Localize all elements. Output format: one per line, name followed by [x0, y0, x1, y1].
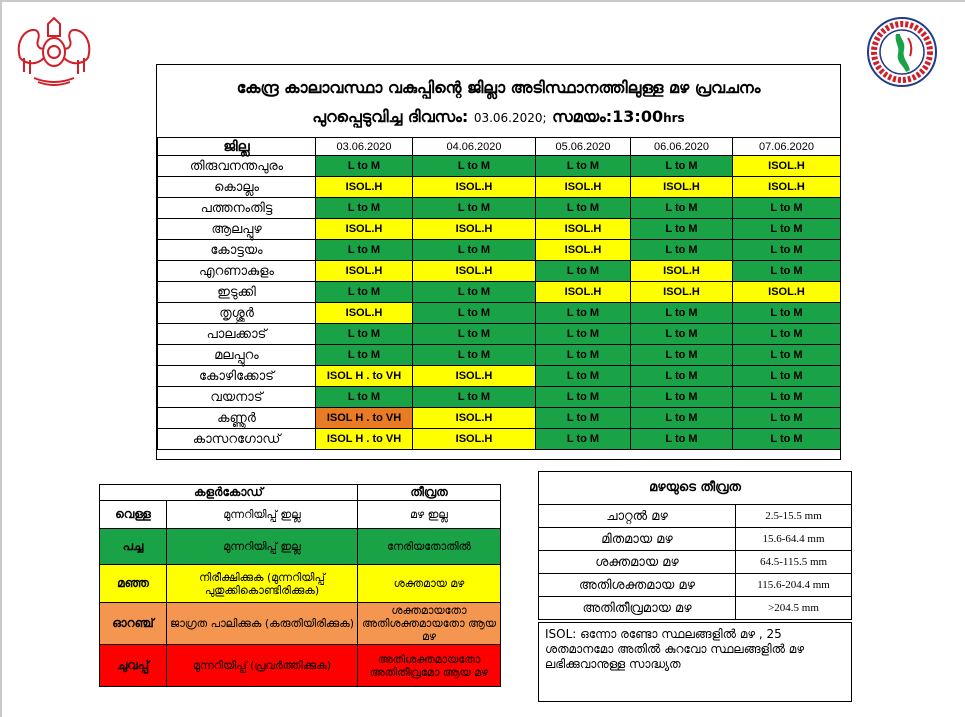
isol-definition-note: ISOL: ഒന്നോ രണ്ടോ സ്ഥലങ്ങളിൽ മഴ , 25 ശതമാനമോ അതിൽ കുറവോ സ്ഥലങ്ങളിൽ മഴ ലഭിക്കുവാനുള്ള സാദ്ധ്യത [538, 622, 852, 702]
district-name: കോഴിക്കോട് [158, 366, 316, 387]
forecast-row [158, 240, 841, 261]
district-forecast-panel [156, 64, 841, 460]
district-name: വയനാട് [158, 387, 316, 408]
district-name: ഇടുക്കി [158, 282, 316, 303]
district-name: കണ്ണൂർ [158, 408, 316, 429]
forecast-row [158, 408, 841, 429]
date-column-header: 05.06.2020 [536, 138, 631, 156]
forecast-cell: L to M [631, 219, 733, 240]
legend-meaning: ജാഗ്രത പാലിക്കുക (കരുതിയിരിക്കുക) [167, 603, 358, 645]
intensity-range: >204.5 mm [736, 597, 852, 620]
forecast-cell: L to M [631, 198, 733, 219]
forecast-cell: L to M [733, 366, 841, 387]
forecast-cell: L to M [631, 324, 733, 345]
forecast-cell: L to M [631, 429, 733, 450]
legend-color-name: വെള്ള [100, 501, 167, 529]
forecast-cell: ISOL.H [413, 408, 536, 429]
forecast-row [158, 429, 841, 450]
forecast-cell: L to M [733, 261, 841, 282]
forecast-cell: L to M [733, 345, 841, 366]
forecast-cell: L to M [536, 387, 631, 408]
rainfall-intensity-table [538, 471, 852, 620]
forecast-cell: L to M [536, 156, 631, 177]
district-name: മലപ്പുറം [158, 345, 316, 366]
intensity-range: 15.6-64.4 mm [736, 528, 852, 551]
forecast-cell: L to M [733, 219, 841, 240]
forecast-cell: L to M [536, 303, 631, 324]
forecast-cell: ISOL.H [316, 177, 413, 198]
intensity-category: മിതമായ മഴ [539, 528, 736, 551]
forecast-row [158, 282, 841, 303]
forecast-row [158, 387, 841, 408]
intensity-row [539, 528, 851, 551]
forecast-cell: ISOL.H [536, 282, 631, 303]
forecast-cell: L to M [413, 345, 536, 366]
legend-intensity: ശക്തമായ മഴ [358, 565, 501, 603]
forecast-cell: ISOL.H [733, 177, 841, 198]
legend-intensity: ശക്തമായതോ അതിശക്തമായതോ ആയ മഴ [358, 603, 501, 645]
forecast-cell: ISOL H . to VH [316, 366, 413, 387]
forecast-cell: L to M [413, 240, 536, 261]
legend-color-name: ഓറഞ്ച് [100, 603, 167, 645]
forecast-cell: ISOL.H [413, 429, 536, 450]
forecast-cell: ISOL.H [536, 219, 631, 240]
legend-color-name: മഞ്ഞ [100, 565, 167, 603]
district-name: പത്തനംതിട്ട [158, 198, 316, 219]
rainfall-intensity-rows [539, 505, 851, 619]
intensity-category: ചാറ്റൽ മഴ [539, 505, 736, 528]
forecast-cell: ISOL.H [631, 282, 733, 303]
forecast-cell: ISOL.H [413, 261, 536, 282]
time-unit: hrs [663, 111, 685, 125]
intensity-range: 64.5-115.5 mm [736, 551, 852, 574]
intensity-category: അതിശക്തമായ മഴ [539, 574, 736, 597]
district-column-header: ജില്ല [158, 138, 316, 156]
legend-row [100, 603, 501, 645]
date-column-header: 07.06.2020 [733, 138, 841, 156]
date-column-header: 04.06.2020 [413, 138, 536, 156]
forecast-cell: ISOL H . to VH [316, 408, 413, 429]
forecast-cell: ISOL H . to VH [316, 429, 413, 450]
forecast-cell: L to M [631, 408, 733, 429]
intensity-row [539, 597, 851, 620]
forecast-cell: L to M [413, 282, 536, 303]
forecast-cell: L to M [316, 240, 413, 261]
forecast-cell: ISOL.H [536, 240, 631, 261]
forecast-cell: L to M [733, 240, 841, 261]
legend-meaning: മുന്നറിയിപ്പ് ഇല്ല [167, 529, 358, 565]
forecast-cell: ISOL.H [631, 177, 733, 198]
forecast-row [158, 345, 841, 366]
forecast-cell: L to M [631, 156, 733, 177]
forecast-cell: ISOL.H [413, 366, 536, 387]
district-name: തൃശ്ശൂർ [158, 303, 316, 324]
legend-code-header: കളർകോഡ് [100, 485, 358, 501]
forecast-row [158, 366, 841, 387]
forecast-cell: L to M [536, 324, 631, 345]
legend-row [100, 645, 501, 687]
forecast-cell: L to M [316, 156, 413, 177]
kerala-emblem-icon [14, 14, 94, 88]
window-border-left [0, 0, 2, 717]
intensity-range: 115.6-204.4 mm [736, 574, 852, 597]
legend-intensity: മഴ ഇല്ല [358, 501, 501, 529]
issued-label: പുറപ്പെടുവിച്ച ദിവസം: [312, 107, 469, 126]
forecast-title: കേന്ദ്ര കാലാവസ്ഥാ വകുപ്പിന്റെ ജില്ലാ അടിസ്ഥാനത്തിലുള്ള മഴ പ്രവചനം [236, 78, 761, 97]
forecast-row [158, 198, 841, 219]
legend-color-name: ചുവപ്പ് [100, 645, 167, 687]
issued-date: 03.06.2020; [473, 111, 547, 125]
forecast-cell: L to M [413, 156, 536, 177]
forecast-cell: L to M [316, 324, 413, 345]
legend-meaning: മുന്നറിയിപ്പ് ഇല്ല [167, 501, 358, 529]
district-name: കാസറഗോഡ് [158, 429, 316, 450]
district-name: ആലപ്പുഴ [158, 219, 316, 240]
forecast-row [158, 324, 841, 345]
forecast-row [158, 303, 841, 324]
forecast-cell: L to M [316, 387, 413, 408]
legend-meaning: മുന്നറിയിപ്പ് (പ്രവർത്തിക്കുക) [167, 645, 358, 687]
forecast-row [158, 177, 841, 198]
forecast-cell: ISOL.H [631, 261, 733, 282]
forecast-cell: ISOL.H [733, 282, 841, 303]
forecast-cell: L to M [631, 240, 733, 261]
legend-meaning: നിരീക്ഷിക്കുക (മുന്നറിയിപ്പ് പുതുക്കികൊണ്ടിരിക്കുക) [167, 565, 358, 603]
forecast-row [158, 156, 841, 177]
date-column-header: 06.06.2020 [631, 138, 733, 156]
ksdma-logo-icon [866, 16, 938, 88]
legend-color-name: പച്ച [100, 529, 167, 565]
forecast-row [158, 219, 841, 240]
forecast-table [157, 137, 841, 450]
legend-row [100, 501, 501, 529]
forecast-cell: L to M [733, 324, 841, 345]
district-name: പാലക്കാട് [158, 324, 316, 345]
forecast-cell: L to M [733, 429, 841, 450]
forecast-cell: L to M [536, 198, 631, 219]
rainfall-intensity-title: മഴയുടെ തീവ്രത [539, 472, 851, 505]
intensity-category: ശക്തമായ മഴ [539, 551, 736, 574]
forecast-cell: L to M [413, 303, 536, 324]
forecast-cell: L to M [631, 303, 733, 324]
intensity-row [539, 574, 851, 597]
forecast-cell: ISOL.H [733, 156, 841, 177]
district-name: കൊല്ലം [158, 177, 316, 198]
legend-intensity: അതിശക്തമായതോ അതിതീവ്രമോ ആയ മഴ [358, 645, 501, 687]
forecast-cell: L to M [536, 261, 631, 282]
district-name: എറണാകുളം [158, 261, 316, 282]
forecast-cell: L to M [316, 345, 413, 366]
legend-row [100, 529, 501, 565]
forecast-cell: ISOL.H [316, 261, 413, 282]
district-name: കോട്ടയം [158, 240, 316, 261]
forecast-cell: ISOL.H [316, 303, 413, 324]
forecast-cell: L to M [631, 345, 733, 366]
forecast-cell: L to M [733, 198, 841, 219]
legend-intensity: നേരിയതോതിൽ [358, 529, 501, 565]
forecast-cell: ISOL.H [413, 219, 536, 240]
forecast-cell: L to M [316, 198, 413, 219]
forecast-cell: L to M [413, 324, 536, 345]
forecast-cell: L to M [413, 198, 536, 219]
intensity-range: 2.5-15.5 mm [765, 510, 822, 522]
issue-info [157, 107, 840, 127]
forecast-cell: L to M [733, 387, 841, 408]
forecast-cell: L to M [733, 303, 841, 324]
legend-intensity-header: തീവ്രത [358, 485, 501, 501]
intensity-row [539, 505, 851, 528]
forecast-header-row [158, 138, 841, 156]
forecast-row [158, 261, 841, 282]
district-name: തിരുവനന്തപുരം [158, 156, 316, 177]
window-border-top [0, 0, 965, 2]
forecast-cell: L to M [413, 387, 536, 408]
date-column-header: 03.06.2020 [316, 138, 413, 156]
forecast-cell: ISOL.H [536, 177, 631, 198]
time-value: 13:00 [612, 107, 664, 126]
forecast-cell: L to M [536, 408, 631, 429]
forecast-cell: L to M [536, 366, 631, 387]
intensity-category: അതിതീവ്രമായ മഴ [539, 597, 736, 620]
forecast-cell: L to M [536, 345, 631, 366]
forecast-header [157, 65, 840, 138]
forecast-cell: L to M [631, 387, 733, 408]
forecast-cell: ISOL.H [413, 177, 536, 198]
forecast-cell: L to M [316, 282, 413, 303]
intensity-row [539, 551, 851, 574]
forecast-cell: ISOL.H [316, 219, 413, 240]
color-code-legend [99, 484, 501, 687]
time-label: സമയം: [552, 107, 613, 126]
forecast-cell: L to M [631, 366, 733, 387]
forecast-cell: L to M [733, 408, 841, 429]
legend-header-row [100, 485, 501, 501]
forecast-cell: L to M [536, 429, 631, 450]
legend-row [100, 565, 501, 603]
